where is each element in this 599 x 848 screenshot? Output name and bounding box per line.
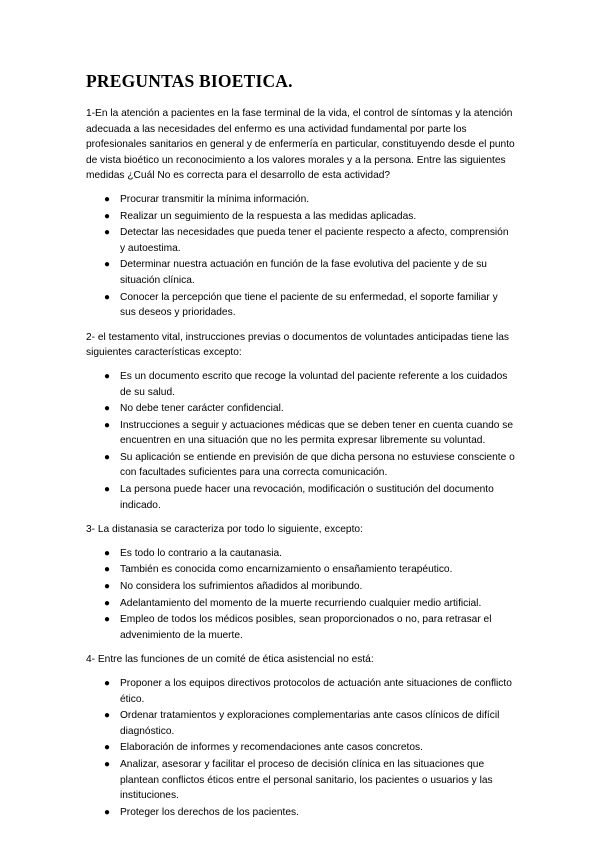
option-text: Adelantamiento del momento de la muerte recurriendo cualquier medio artificial. bbox=[120, 597, 482, 609]
question-4-options bbox=[86, 676, 516, 820]
document-content bbox=[86, 70, 516, 829]
option-text: No debe tener carácter confidencial. bbox=[120, 403, 284, 415]
option-text: Es todo lo contrario a la cautanasia. bbox=[120, 547, 282, 559]
option-item bbox=[86, 401, 516, 417]
bullet-icon: ● bbox=[104, 210, 111, 222]
option-item bbox=[86, 562, 516, 578]
option-text: La persona puede hacer una revocación, modificación o sustitución del documento indicado. bbox=[120, 484, 494, 511]
option-text: Instrucciones a seguir y actuaciones médicas que se deben tener en cuenta cuando se encuentren en una situación que no les permita expresar libremente su voluntad. bbox=[120, 419, 514, 447]
option-item bbox=[86, 596, 516, 612]
option-item bbox=[86, 225, 516, 256]
bullet-icon: ● bbox=[104, 291, 111, 303]
option-item bbox=[86, 369, 516, 400]
option-text: Realizar un seguimiento de la respuesta a las medidas aplicadas. bbox=[120, 210, 417, 222]
bullet-icon: ● bbox=[104, 259, 111, 271]
bullet-icon: ● bbox=[104, 597, 111, 609]
bullet-icon: ● bbox=[104, 370, 111, 382]
option-text: Analizar, asesorar y facilitar el proceso de decisión clínica en las situaciones que plantean conflictos éticos entre el personal sanitario, los pacientes o usuarios y las instituciones. bbox=[120, 758, 493, 802]
bullet-icon: ● bbox=[104, 581, 111, 593]
option-item bbox=[86, 612, 516, 643]
bullet-icon: ● bbox=[104, 806, 111, 818]
option-text: Ordenar tratamientos y exploraciones complementarias ante casos clínicos de difícil diagnóstico. bbox=[120, 710, 500, 737]
option-text: Es un documento escrito que recoge la voluntad del paciente referente a los cuidados de su salud. bbox=[120, 370, 508, 398]
bullet-icon: ● bbox=[104, 419, 111, 431]
option-text: Conocer la percepción que tiene el paciente de su enfermedad, el soporte familiar y sus deseos y prioridades. bbox=[120, 291, 498, 319]
option-item bbox=[86, 209, 516, 225]
option-text: Proteger los derechos de los pacientes. bbox=[120, 806, 299, 818]
option-item bbox=[86, 450, 516, 481]
option-text: Procurar transmitir la mínima información. bbox=[120, 193, 310, 205]
option-item bbox=[86, 192, 516, 208]
question-2-text: 2- el testamento vital, instrucciones previas o documentos de voluntades anticipadas tiene las siguientes características excepto: bbox=[86, 331, 510, 359]
option-item bbox=[86, 740, 516, 756]
option-text: No considera los sufrimientos añadidos al moribundo. bbox=[120, 581, 363, 593]
bullet-icon: ● bbox=[104, 742, 111, 754]
bullet-icon: ● bbox=[104, 678, 111, 689]
question-3-text: 3- La distanasia se caracteriza por todo lo siguiente, excepto: bbox=[86, 524, 363, 536]
option-item bbox=[86, 757, 516, 804]
bullet-icon: ● bbox=[104, 564, 111, 576]
bullet-icon: ● bbox=[104, 547, 111, 559]
option-item bbox=[86, 418, 516, 449]
option-text: Proponer a los equipos directivos protocolos de actuación ante situaciones de conflicto ético. bbox=[120, 678, 512, 705]
bullet-icon: ● bbox=[104, 227, 111, 239]
question-4-text: 4- Entre las funciones de un comité de ética asistencial no está: bbox=[86, 654, 374, 666]
bullet-icon: ● bbox=[104, 614, 111, 626]
question-1-options bbox=[86, 192, 516, 321]
bullet-icon: ● bbox=[104, 758, 111, 770]
option-item bbox=[86, 708, 516, 739]
option-item bbox=[86, 676, 516, 707]
option-item bbox=[86, 257, 516, 288]
option-item bbox=[86, 805, 516, 821]
question-1-text: 1-En la atención a pacientes en la fase terminal de la vida, el control de síntomas y la atención adecuada a las necesidades del enfermo es una actividad fundamental por parte los profesionales sanitarios en general y de enfermería en particular, constituyendo desde el punto de vista bioético un reconocimiento a los valores morales y a la persona. Entre las siguientes medidas ¿Cuál No es correcta para el desarrollo de esta actividad? bbox=[86, 108, 515, 182]
option-text: Elaboración de informes y recomendaciones ante casos concretos. bbox=[120, 742, 423, 754]
bullet-icon: ● bbox=[104, 710, 111, 722]
option-text: Empleo de todos los médicos posibles, sean proporcionados o no, para retrasar el advenimiento de la muerte. bbox=[120, 614, 492, 641]
bullet-icon: ● bbox=[104, 451, 111, 463]
option-item bbox=[86, 482, 516, 513]
question-3-options bbox=[86, 546, 516, 644]
option-text: Determinar nuestra actuación en función de la fase evolutiva del paciente y de su situación clínica. bbox=[120, 259, 487, 286]
bullet-icon: ● bbox=[104, 193, 111, 205]
option-item bbox=[86, 579, 516, 595]
bullet-icon: ● bbox=[104, 484, 111, 496]
option-item bbox=[86, 290, 516, 321]
option-text: Su aplicación se entiende en previsión de que dicha persona no estuviese consciente o con facultades suficientes para una correcta comunicación. bbox=[120, 451, 515, 479]
question-2-options bbox=[86, 369, 516, 513]
option-text: También es conocida como encarnizamiento o ensañamiento terapéutico. bbox=[120, 564, 453, 576]
option-text: Detectar las necesidades que pueda tener el paciente respecto a afecto, comprensión y autoestima. bbox=[120, 227, 509, 254]
option-item bbox=[86, 546, 516, 562]
bullet-icon: ● bbox=[104, 403, 111, 415]
page-title: PREGUNTAS BIOETICA. bbox=[86, 71, 293, 91]
